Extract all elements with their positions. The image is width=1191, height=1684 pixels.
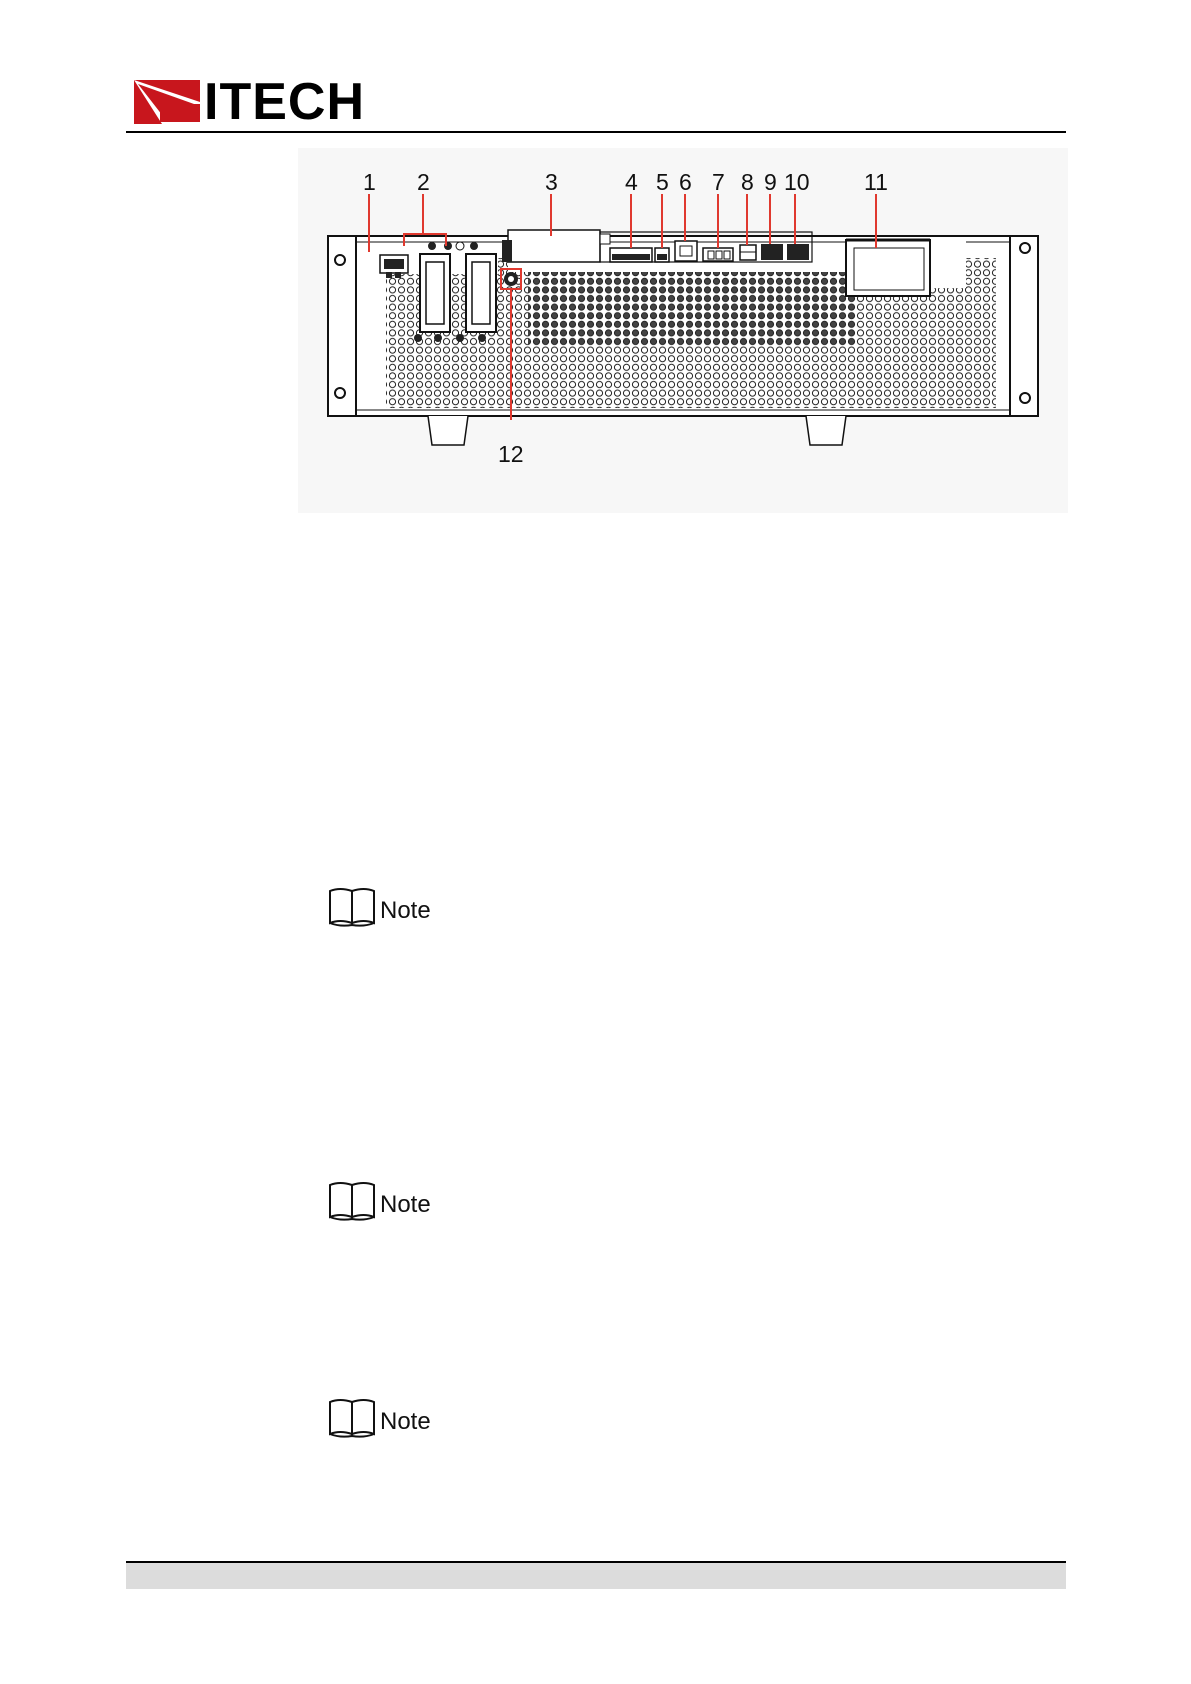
itech-logo-mark (134, 80, 200, 124)
note-block (328, 1179, 448, 1223)
callout-2: 2 (417, 169, 430, 195)
footer-band (126, 1563, 1066, 1589)
brand-name: ITECH (204, 73, 365, 131)
callout-3: 3 (545, 169, 558, 195)
header-rule (126, 131, 1066, 133)
callout-6: 6 (679, 169, 692, 195)
book-icon (328, 1179, 378, 1221)
book-icon (328, 1396, 378, 1438)
callout-1: 1 (363, 169, 376, 195)
callout-8: 8 (741, 169, 754, 195)
callout-9: 9 (764, 169, 777, 195)
note-label: Note (380, 1191, 431, 1218)
callout-4: 4 (625, 169, 638, 195)
callout-5: 5 (656, 169, 669, 195)
note-block (328, 1396, 448, 1440)
rear-panel-figure (298, 148, 1068, 513)
note-block (328, 885, 448, 929)
note-label: Note (380, 1408, 431, 1435)
rear-panel-drawing (298, 148, 1068, 513)
note-label: Note (380, 897, 431, 924)
callout-10: 10 (784, 169, 810, 195)
callout-12: 12 (498, 441, 524, 467)
callout-11: 11 (864, 169, 888, 195)
book-icon (328, 885, 378, 927)
callout-7: 7 (712, 169, 725, 195)
itech-logo (134, 73, 370, 131)
